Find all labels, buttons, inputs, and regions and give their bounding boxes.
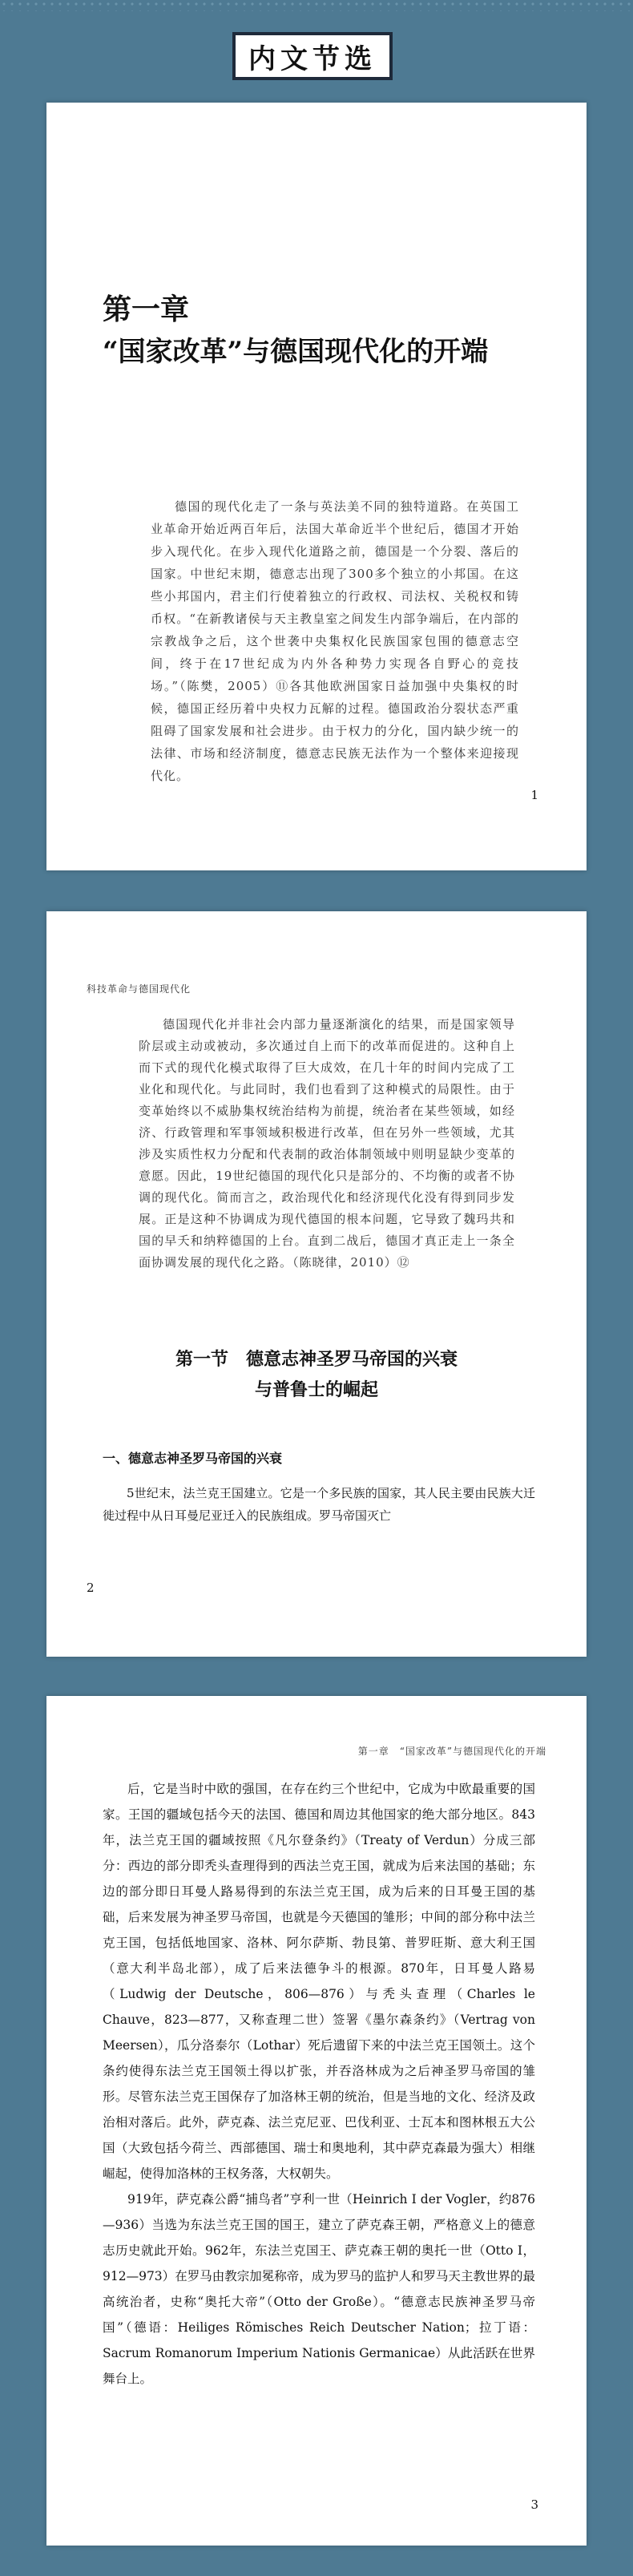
body-text — [103, 1482, 535, 1527]
book-page-2 — [46, 911, 587, 1657]
running-head: 科技革命与德国现代化 — [87, 983, 192, 995]
epigraph-text: 德国的现代化走了一条与英法美不同的独特道路。在英国工业革命开始近两百年后，法国大革命近半个世纪后，德国才开始步入现代化。在步入现代化道路之前，德国是一个分裂、落后的国家。中世纪末期，德意志出现了300多个独立的小邦国。在这些小邦国内，君主们行使着独立的行政权、司法权、关税权和铸币权。“在新教诸侯与天主教皇室之间发生内部争端后，在内部的宗教战争之后，这个世袭中央集权化民族国家包围的德意志空间，终于在17世纪成为内外各种势力实现各自野心的竞技场。”（陈樊，2005）⑪各其他欧洲国家日益加强中央集权的时候，德国正经历着中央权力瓦解的过程。德国政治分裂状态严重阻碍了国家发展和社会进步。由于权力的分化，国内缺少统一的法律、市场和经济制度，德意志民族无法作为一个整体来迎接现代化。 — [151, 499, 519, 783]
book-page-1 — [46, 103, 587, 870]
paragraph: 5世纪末，法兰克王国建立。它是一个多民族的国家，其人民主要由民族大迁徙过程中从日耳曼尼亚迁入的民族组成。罗马帝国灭亡 — [103, 1486, 535, 1523]
page-number: 1 — [530, 788, 538, 802]
decorative-dot-band — [0, 0, 633, 11]
section-heading-line-2: 与普鲁士的崛起 — [254, 1379, 378, 1400]
book-page-3 — [46, 1696, 587, 2546]
running-head: 第一章 “国家改革”与德国现代化的开端 — [357, 1746, 546, 1757]
page-number: 3 — [530, 2497, 538, 2512]
body-text — [103, 1776, 535, 2392]
chapter-title: “国家改革”与德国现代化的开端 — [103, 336, 489, 368]
chapter-epigraph — [151, 495, 519, 787]
section-title-banner: 内文节选 — [232, 32, 393, 80]
subsection-heading: 一、德意志神圣罗马帝国的兴衰 — [103, 1451, 283, 1466]
paragraph: 后，它是当时中欧的强国，在存在约三个世纪中，它成为中欧最重要的国家。王国的疆域包括今天的法国、德国和周边其他国家的绝大部分地区。843年，法兰克王国的疆域按照《凡尔登条约》（Treaty of Verdun）分成三部分：西边的部分即秃头查理得到的西法兰克王国，就成为后来法国的基础；东边的部分即日耳曼人路易得到的东法兰克王国，成为后来的日耳曼王国的基础，后来发展为神圣罗马帝国，也就是今天德国的雏形；中间的部分称中法兰克王国，包括低地国家、洛林、阿尔萨斯、勃艮第、普罗旺斯、意大利王国（意大利半岛北部），成了后来法德争斗的根源。870年，日耳曼人路易（Ludwig der Deutsche，806—876）与秃头查理（Charles le Chauve，823—877，又称查理二世）签署《墨尔森条约》（Vertrag von Meersen），瓜分洛泰尔（Lothar）死后遗留下来的中法兰克王国领土。这个条约使得东法兰克王国领土得以扩张，并吞洛林成为之后神圣罗马帝国的雏形。尽管东法兰克王国保存了加洛林王朝的统治，但是当地的文化、经济及政治相对落后。此外，萨克森、法兰克尼亚、巴伐利亚、士瓦本和图林根五大公国（大致包括今荷兰、西部德国、瑞士和奥地利，其中萨克森最为强大）相继崛起，使得加洛林的王权务落，大权朝失。 — [103, 1782, 535, 2181]
section-heading-line-1: 第一节 德意志神圣罗马帝国的兴衰 — [175, 1349, 458, 1370]
paragraph: 919年，萨克森公爵“捕鸟者”亨利一世（Heinrich I der Vogler，约876—936）当选为东法兰克王国的国王，建立了萨克森王朝，严格意义上的德意志历史就此开始。962年，东法兰克国王、萨克森王朝的奥托一世（Otto I，912—973）在罗马由教宗加冕称帝，成为罗马的监护人和罗马天主教世界的最高统治者，史称“奥托大帝”（Otto der Große）。“德意志民族神圣罗马帝国”（德语：Heiliges Römisches Reich Deutscher Nation；拉丁语：Sacrum Romanorum Imperium Nationis Germanicae）从此活跃在世界舞台上。 — [103, 2192, 535, 2386]
block-quote — [139, 1014, 515, 1274]
page-number: 2 — [87, 1581, 95, 1595]
section-heading — [46, 1344, 587, 1405]
block-quote-text: 德国现代化并非社会内部力量逐渐演化的结果，而是国家领导阶层或主动或被动，多次通过自上而下的改革而促进的。这种自上而下式的现代化模式取得了巨大成效，在几十年的时间内完成了工业化和现代化。与此同时，我们也看到了这种模式的局限性。由于变革始终以不威胁集权统治结构为前提，统治者在某些领域，如经济、行政管理和军事领域积极进行改革，但在另外一些领域，尤其涉及实质性权力分配和代表制的政治体制领域中则明显缺少变革的意愿。因此，19世纪德国的现代化只是部分的、不均衡的或者不协调的现代化。简而言之，政治现代化和经济现代化没有得到同步发展。正是这种不协调成为现代德国的根本问题，它导致了魏玛共和国的早夭和纳粹德国的上台。直到二战后，德国才真正走上一条全面协调发展的现代化之路。（陈晓律，2010）⑫ — [139, 1017, 515, 1270]
chapter-label: 第一章 — [103, 293, 190, 326]
